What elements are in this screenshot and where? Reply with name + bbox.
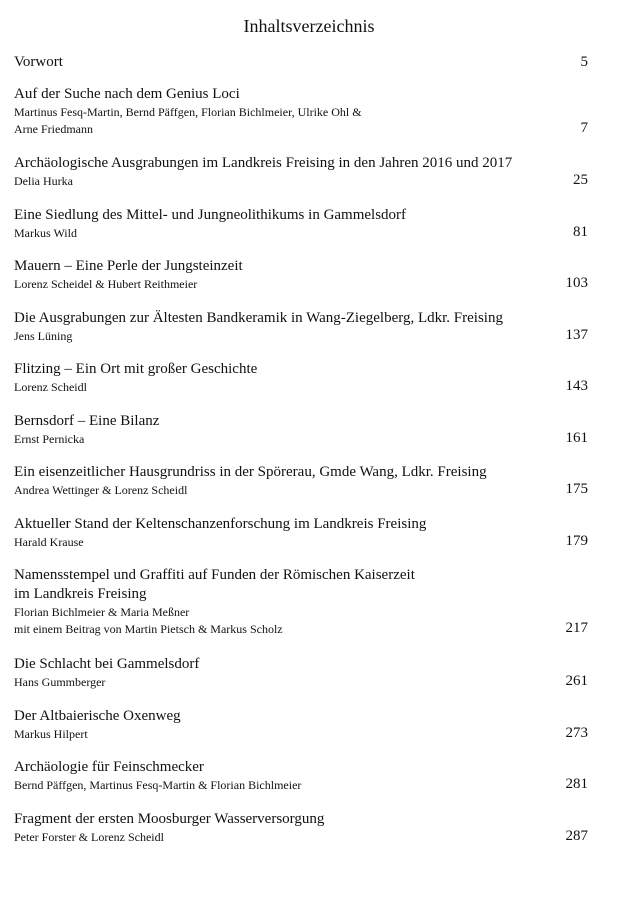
toc-entry-authors: Jens Lüning (14, 329, 73, 343)
toc-page-number: 273 (565, 725, 588, 741)
toc-page-number: 81 (573, 224, 588, 240)
toc-entry (14, 154, 588, 190)
toc-entry (14, 360, 588, 396)
toc-entry-title: Namensstempel und Graffiti auf Funden der Römischen Kaiserzeit (14, 567, 415, 583)
toc-entry (14, 566, 588, 638)
toc-entry-title: Aktueller Stand der Keltenschanzenforschung im Landkreis Freising (14, 516, 427, 532)
toc-page-number: 281 (565, 776, 588, 792)
toc-entry-authors: mit einem Beitrag von Martin Pietsch & Markus Scholz (14, 622, 283, 636)
toc-entry-authors: Andrea Wettinger & Lorenz Scheidl (14, 483, 188, 497)
toc-page-number: 25 (573, 172, 588, 188)
toc-page-number: 143 (565, 378, 588, 394)
toc-page-number: 217 (565, 620, 588, 636)
toc-entry-title: Mauern – Eine Perle der Jungsteinzeit (14, 258, 243, 274)
toc-page-number: 5 (580, 54, 588, 70)
toc-entry-title: Archäologische Ausgrabungen im Landkreis Freising in den Jahren 2016 und 2017 (14, 155, 513, 171)
toc-page-number: 287 (565, 828, 588, 844)
toc-entry-title: Die Ausgrabungen zur Ältesten Bandkeramik in Wang-Ziegelberg, Ldkr. Freising (14, 310, 503, 326)
toc-entry-authors: Harald Krause (14, 535, 84, 549)
toc-entry (14, 758, 588, 794)
toc-entry-title: Eine Siedlung des Mittel- und Jungneolithikums in Gammelsdorf (14, 207, 407, 223)
toc-entry-authors: Markus Hilpert (14, 727, 88, 741)
toc-entry (14, 412, 588, 448)
toc-page-number: 179 (565, 533, 588, 549)
toc-entry-authors: Ernst Pernicka (14, 432, 85, 446)
toc-entry (14, 463, 588, 499)
toc-entry-title: Flitzing – Ein Ort mit großer Geschichte (14, 361, 258, 377)
toc-entry-authors: Arne Friedmann (14, 122, 93, 136)
toc-entry-authors: Lorenz Scheidl (14, 380, 87, 394)
toc-page-number: 137 (565, 327, 588, 343)
toc-page-number: 103 (565, 275, 588, 291)
toc-entry (14, 85, 588, 138)
toc-entry-authors: Bernd Päffgen, Martinus Fesq-Martin & Florian Bichlmeier (14, 778, 302, 792)
toc-entry-title: Auf der Suche nach dem Genius Loci (14, 86, 240, 102)
toc-entry-authors: Hans Gummberger (14, 675, 106, 689)
toc-entry-title: Fragment der ersten Moosburger Wasserversorgung (14, 811, 325, 827)
toc-page-number: 161 (565, 430, 588, 446)
toc-entry (14, 206, 588, 242)
toc-entry (14, 257, 588, 293)
toc-entry (14, 53, 588, 72)
toc-entry (14, 707, 588, 743)
toc-entry-title: im Landkreis Freising (14, 586, 147, 602)
toc-entry-title: Die Schlacht bei Gammelsdorf (14, 656, 200, 672)
toc-entry-title: Der Altbaierische Oxenweg (14, 708, 181, 724)
toc-entry-title: Archäologie für Feinschmecker (14, 759, 204, 775)
toc-entry-authors: Delia Hurka (14, 174, 73, 188)
toc-entry-title: Ein eisenzeitlicher Hausgrundriss in der Spörerau, Gmde Wang, Ldkr. Freising (14, 464, 487, 480)
toc-entry (14, 515, 588, 551)
toc-page-number: 175 (565, 481, 588, 497)
toc-entry-title: Vorwort (14, 54, 63, 70)
toc-entry-authors: Florian Bichlmeier & Maria Meßner (14, 605, 190, 619)
toc-entry-authors: Markus Wild (14, 226, 77, 240)
toc-page-number: 261 (565, 673, 588, 689)
toc-page-number: 7 (580, 120, 588, 136)
toc-entry-authors: Lorenz Scheidel & Hubert Reithmeier (14, 277, 198, 291)
toc-entry-title: Bernsdorf – Eine Bilanz (14, 413, 160, 429)
page-title: Inhaltsverzeichnis (243, 16, 375, 36)
toc-entry (14, 810, 588, 846)
toc-entry (14, 309, 588, 345)
toc-entry (14, 655, 588, 691)
toc-entry-authors: Peter Forster & Lorenz Scheidl (14, 830, 164, 844)
toc-entry-authors: Martinus Fesq-Martin, Bernd Päffgen, Florian Bichlmeier, Ulrike Ohl & (14, 105, 362, 119)
